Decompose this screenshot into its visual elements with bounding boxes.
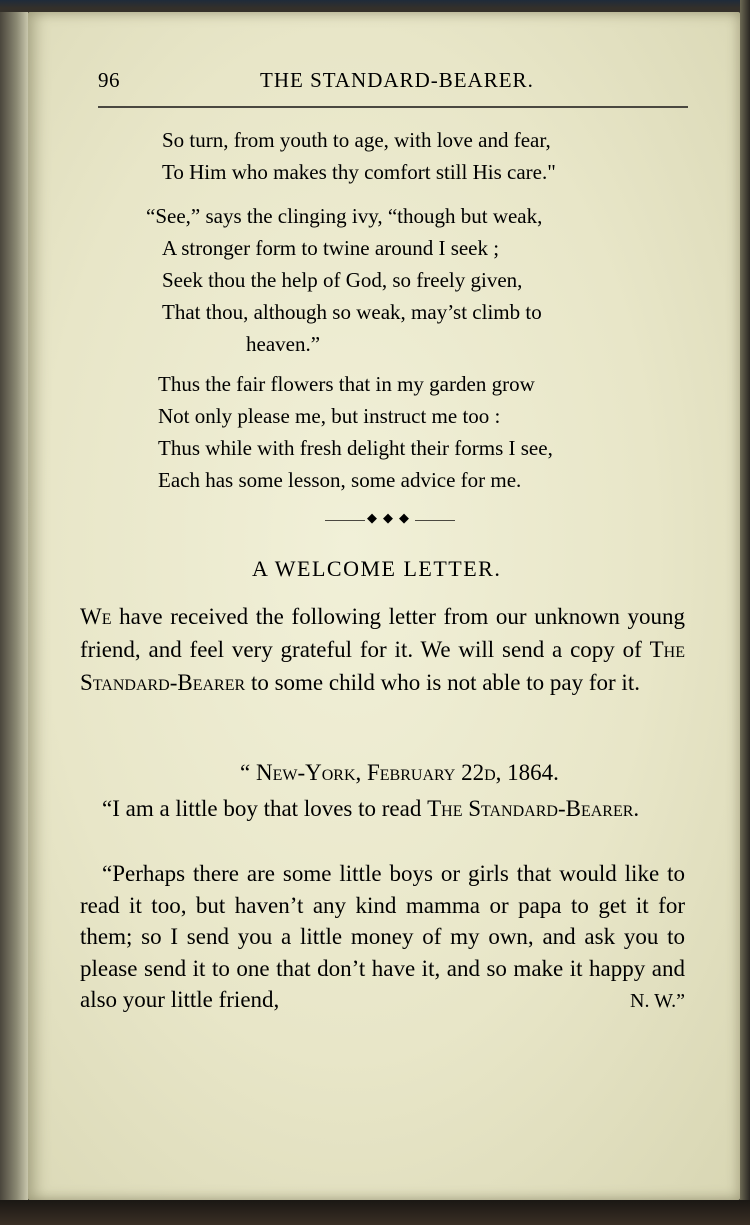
poem-stanza-2 <box>146 200 542 360</box>
left-page-edge <box>0 12 28 1200</box>
section-divider-ornament <box>325 510 455 530</box>
verse-line: So turn, from youth to age, with love and fear, <box>162 128 551 152</box>
divider-line <box>415 520 455 521</box>
poem-stanza-3 <box>158 368 553 496</box>
letter-paragraph-2 <box>80 858 685 1018</box>
verse-line: “See,” says the clinging ivy, “though but weak, <box>146 204 543 228</box>
bottom-edge <box>0 1200 750 1225</box>
divider-line <box>325 520 365 521</box>
verse-line: To Him who makes thy comfort still His care." <box>162 160 556 184</box>
verse-line: Seek thou the help of God, so freely given, <box>162 268 523 292</box>
page-number: 96 <box>98 68 120 92</box>
letter-text: “I am a little boy that loves to read <box>102 796 428 821</box>
verse-line: That thou, although so weak, may’st climb to <box>162 300 542 324</box>
publication-name: The Standard-Bearer. <box>427 796 640 821</box>
letter-text: “Perhaps there are some little boys or girls that would like to read it too, but haven’t any kind mamma or papa to get it for them; so I send you a little money of my own, and ask you to please send it to one that don’t have it, and so make it happy and also your little friend, <box>80 861 685 1012</box>
intro-text: to some child who is not able to pay for it. <box>245 670 640 695</box>
right-page-edge <box>740 0 750 1225</box>
letter-dateline: “ New-York, February 22d, 1864. <box>240 760 559 785</box>
article-title: A WELCOME LETTER. <box>252 556 502 581</box>
verse-line: heaven.” <box>246 332 321 356</box>
verse-line: A stronger form to twine around I seek ; <box>162 236 500 260</box>
publication-name: The Standard-Bearer <box>80 637 685 695</box>
verse-line: Thus while with fresh delight their forms I see, <box>158 436 553 460</box>
verse-line: Thus the fair flowers that in my garden grow <box>158 372 535 396</box>
verse-line: Each has some lesson, some advice for me. <box>158 468 522 492</box>
running-title: THE STANDARD-BEARER. <box>260 68 534 92</box>
page-header <box>98 68 688 102</box>
diamond-ornament-icon: ◆◆◆ <box>367 510 415 525</box>
intro-text: have received the following letter from our unknown young friend, and feel very grateful for it. We will send a copy of <box>80 604 685 662</box>
intro-paragraph <box>80 600 685 699</box>
drop-word: We <box>80 604 112 629</box>
letter-paragraph-1 <box>80 792 685 825</box>
header-rule <box>98 106 688 108</box>
letter-signature: N. W.” <box>630 990 685 1012</box>
poem-stanza-1 <box>162 124 556 188</box>
verse-line: Not only please me, but instruct me too : <box>158 404 501 428</box>
